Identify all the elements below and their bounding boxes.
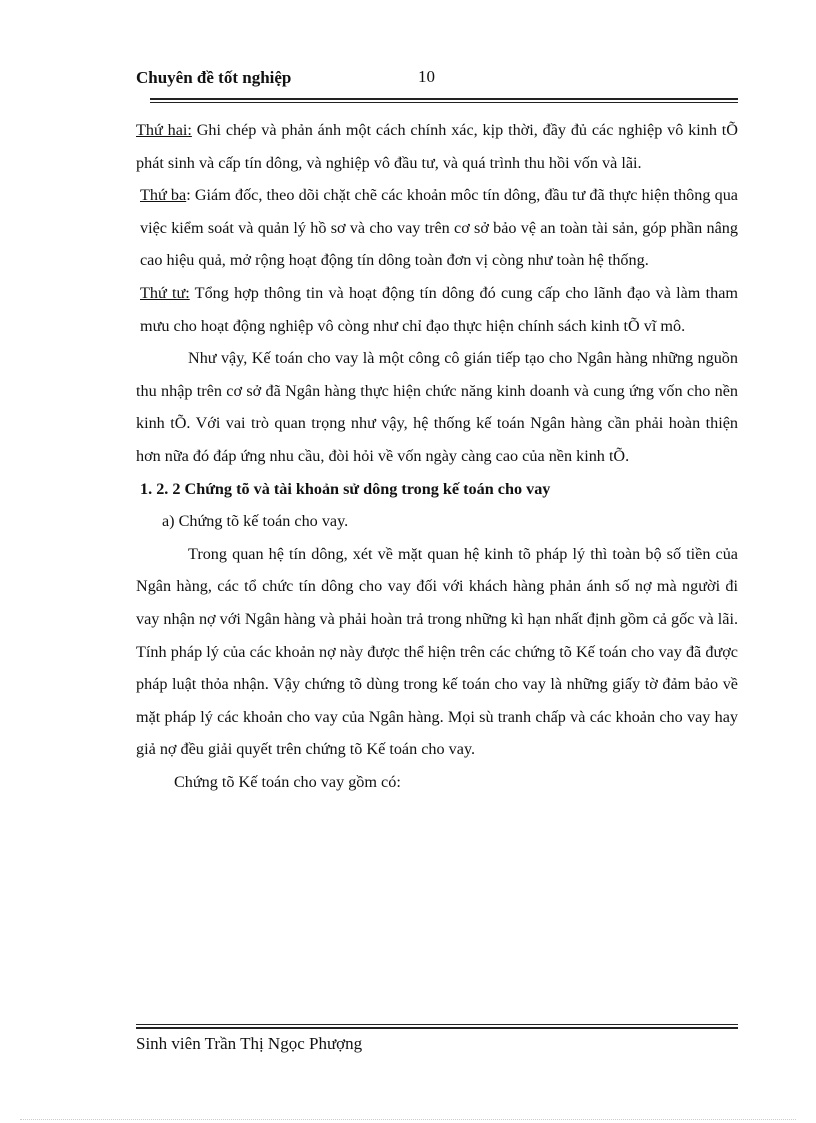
header-rule-thick — [150, 98, 738, 100]
paragraph-label: Thứ tư: — [140, 283, 190, 302]
paragraph-text: : Giám đốc, theo dõi chặt chẽ các khoản môc tín dông, đầu tư đã thực hiện thông qua việc kiểm soát và quản lý hồ sơ và cho vay trên cơ sở bảo vệ an toàn tài sản, góp phần nâng cao hiệu quả, mở rộng hoạt động tín dông toàn đơn vị còng như toàn hệ thống. — [140, 186, 738, 270]
page-number: 10 — [418, 67, 435, 86]
paragraph-text: Ghi chép và phản ánh một cách chính xác, kịp thời, đầy đủ các nghiệp vô kinh tÕ phát sinh và cấp tín dông, và nghiệp vô đầu tư, và quá trình thu hồi vốn và lãi. — [136, 121, 738, 172]
paragraph-thu-hai — [136, 114, 738, 179]
paragraph-text: Tổng hợp thông tin và hoạt động tín dông đó cung cấp cho lãnh đạo và làm tham mưu cho hoạt động nghiệp vô còng như chỉ đạo thực hiện chính sách kinh tÕ vĩ mô. — [140, 283, 738, 335]
page-bottom-edge — [20, 1119, 796, 1120]
sub-heading: a) Chứng tõ kế toán cho vay. — [162, 512, 349, 531]
paragraph-label: Thứ hai: — [136, 121, 192, 139]
section-heading: 1. 2. 2 Chứng tõ và tài khoản sử dông trong kế toán cho vay — [140, 479, 551, 498]
paragraph-label: Thứ ba — [140, 186, 187, 205]
paragraph-thu-tu — [136, 277, 738, 342]
paragraph-thu-ba — [136, 179, 738, 277]
paragraph-nhu-vay: Như vậy, Kế toán cho vay là một công cô gián tiếp tạo cho Ngân hàng những nguồn thu nhập trên cơ sở đã Ngân hàng thực hiện chức năng kinh doanh và cung ứng vốn cho nền kinh tÕ. Với vai trò quan trọng như vậy, hệ thống kế toán Ngân hàng cần phải hoàn thiện hơn nữa đó đáp ứng nhu cầu, đòi hỏi về vốn ngày càng cao của nền kinh tÕ. — [136, 349, 738, 465]
paragraph-chung-tu-gom: Chứng tõ Kế toán cho vay gồm có: — [174, 772, 401, 791]
header-rule-thin — [150, 102, 738, 103]
footer-rule-thin — [136, 1024, 738, 1025]
footer-rule-thick — [136, 1027, 738, 1029]
document-title: Chuyên đề tốt nghiệp — [136, 68, 292, 87]
footer-author: Sinh viên Trần Thị Ngọc Phượng — [136, 1034, 363, 1053]
paragraph-quan-he-tin-dung: Trong quan hệ tín dông, xét về mặt quan hệ kinh tõ pháp lý thì toàn bộ số tiền của Ngân hàng, các tổ chức tín dông cho vay đối với khách hàng phản ánh số nợ mà người đi vay nhận nợ với Ngân hàng và phải hoàn trả trong những kì hạn nhất định gồm cả gốc và lãi. Tính pháp lý của các khoản nợ này được thể hiện trên các chứng tõ Kế toán cho vay đã được pháp luật thỏa nhận. Vậy chứng tõ dùng trong kế toán cho vay là những giấy tờ đảm bảo về mặt pháp lý các khoản cho vay của Ngân hàng. Mọi sù tranh chấp và các khoản cho vay hay giả nợ đều giải quyết trên chứng tõ Kế toán cho vay. — [136, 544, 738, 759]
document-body — [136, 114, 738, 798]
